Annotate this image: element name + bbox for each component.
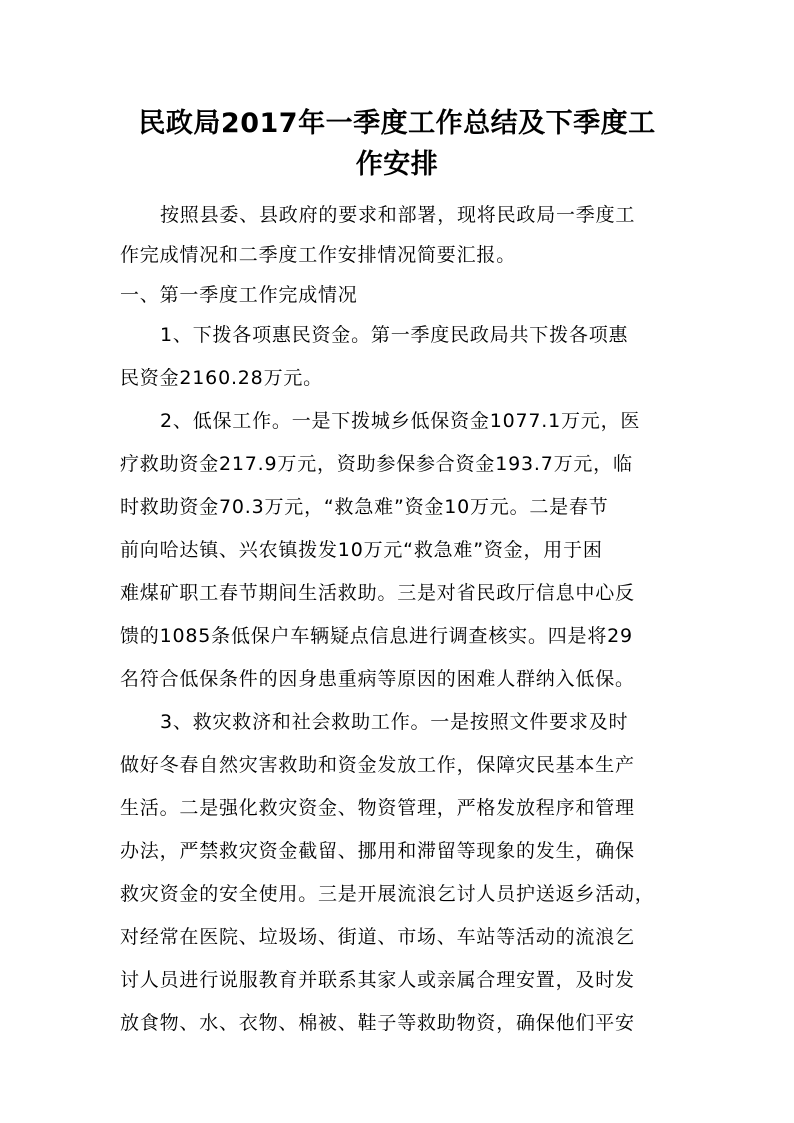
- paragraph-line: 3、救灾救济和社会救助工作。一是按照文件要求及时: [160, 711, 629, 733]
- document-title-line-1: 民政局2017年一季度工作总结及下季度工: [138, 108, 656, 139]
- paragraph-line: 放食物、水、衣物、棉被、鞋子等救助物资，确保他们平安: [120, 1012, 635, 1034]
- paragraph-line: 作完成情况和二季度工作安排情况简要汇报。: [120, 244, 517, 266]
- paragraph-line: 民资金2160.28万元。: [120, 367, 323, 389]
- paragraph-line: 生活。二是强化救灾资金、物资管理，严格发放程序和管理: [120, 797, 635, 819]
- paragraph-line: 做好冬春自然灾害救助和资金发放工作，保障灾民基本生产: [120, 754, 635, 776]
- document-title-line-2: 作安排: [355, 149, 439, 180]
- paragraph-line: 讨人员进行说服教育并联系其家人或亲属合理安置，及时发: [120, 969, 635, 991]
- paragraph-line: 难煤矿职工春节期间生活救助。三是对省民政厅信息中心反: [120, 582, 635, 604]
- paragraph-line: 办法，严禁救灾资金截留、挪用和滞留等现象的发生，确保: [120, 840, 635, 862]
- paragraph-line: 前向哈达镇、兴农镇拨发10万元“救急难”资金，用于困: [120, 539, 603, 561]
- paragraph-line: 时救助资金70.3万元，“救急难”资金10万元。二是春节: [120, 496, 609, 518]
- paragraph-line: 名符合低保条件的因身患重病等原因的困难人群纳入低保。: [120, 668, 635, 690]
- paragraph-line: 对经常在医院、垃圾场、街道、市场、车站等活动的流浪乞: [120, 926, 635, 948]
- paragraph-line: 救灾资金的安全使用。三是开展流浪乞讨人员护送返乡活动，: [120, 883, 655, 905]
- paragraph-line: 2、低保工作。一是下拨城乡低保资金1077.1万元，医: [160, 410, 641, 432]
- section-heading: 一、第一季度工作完成情况: [120, 284, 358, 306]
- paragraph-line: 馈的1085条低保户车辆疑点信息进行调查核实。四是将29: [120, 625, 633, 647]
- paragraph-line: 按照县委、县政府的要求和部署，现将民政局一季度工: [160, 204, 636, 226]
- paragraph-line: 疗救助资金217.9万元，资助参保参合资金193.7万元，临: [120, 453, 633, 475]
- paragraph-line: 1、下拨各项惠民资金。第一季度民政局共下拨各项惠: [160, 324, 629, 346]
